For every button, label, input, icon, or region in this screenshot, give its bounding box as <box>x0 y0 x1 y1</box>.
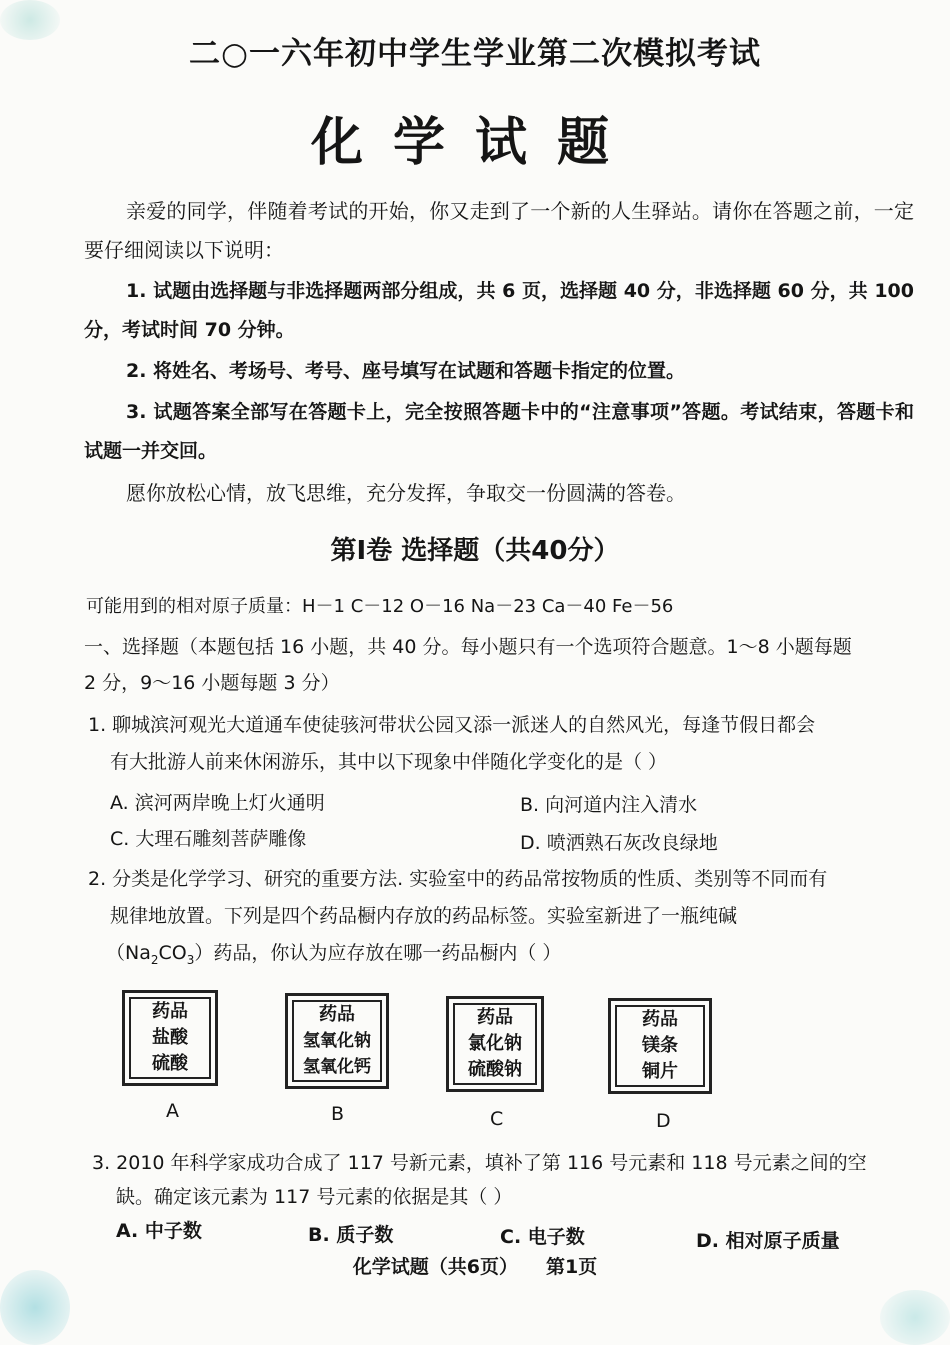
cabinet-b-line: 药品 <box>319 1004 355 1025</box>
footer-page-number: 第1页 <box>546 1256 598 1278</box>
cabinet-a-line: 药品 <box>152 1001 188 1022</box>
q3-option-b[interactable]: B. 质子数 <box>308 1224 394 1246</box>
q2-stem-line-2: 规律地放置。下列是四个药品橱内存放的药品标签。实验室新进了一瓶纯碱 <box>110 905 738 927</box>
q2-stem-line-3: $(Na_2CO_3)$药品，你认为应存放在哪一药品橱内（ ） <box>106 942 562 967</box>
page-footer <box>0 1252 950 1279</box>
part-instruction-line-2: 2 分，9～16 小题每题 3 分） <box>84 672 340 694</box>
footer-subject: 化学试题（共6页） <box>352 1256 518 1278</box>
cabinet-d-line: 药品 <box>642 1009 678 1030</box>
q3-stem-line-2: 缺。确定该元素为 117 号元素的依据是其（ ） <box>116 1186 513 1208</box>
q1-option-b[interactable]: B. 向河道内注入清水 <box>520 794 698 816</box>
q1-option-a[interactable]: A. 滨河两岸晚上灯火通明 <box>110 792 325 814</box>
cabinet-b-line: 氢氧化钠 <box>303 1031 371 1051</box>
atomic-mass-line: 可能用到的相对原子质量：H－1 C－12 O－16 Na－23 Ca－40 Fe－56 <box>86 596 674 617</box>
cabinet-a-line: 盐酸 <box>152 1027 188 1048</box>
cabinet-c-line: 氯化钠 <box>468 1033 522 1054</box>
q3-option-d[interactable]: D. 相对原子质量 <box>696 1230 840 1252</box>
q1-stem-line-2: 有大批游人前来休闲游乐，其中以下现象中伴随化学变化的是（ ） <box>110 751 668 773</box>
cabinet-a <box>122 990 218 1086</box>
cabinet-d-label[interactable]: D <box>656 1110 671 1132</box>
cabinet-b-label[interactable]: B <box>331 1103 345 1125</box>
scan-speckle <box>880 1290 950 1345</box>
cabinet-b-line: 氢氧化钙 <box>303 1057 371 1077</box>
cabinet-b <box>285 993 389 1089</box>
q1-option-d[interactable]: D. 喷洒熟石灰改良绿地 <box>520 832 718 854</box>
scan-speckle <box>0 0 60 40</box>
exam-title: 二○一六年初中学生学业第二次模拟考试 <box>188 36 762 72</box>
cabinet-d-line: 铜片 <box>642 1061 678 1082</box>
cabinet-c-line: 药品 <box>477 1007 513 1028</box>
cabinet-c <box>446 996 544 1092</box>
q3-stem-line-1: 3. 2010 年科学家成功合成了 117 号新元素，填补了第 116 号元素和 118 号元素之间的空 <box>92 1152 867 1174</box>
part-instruction-line-1: 一、选择题（本题包括 16 小题，共 40 分。每小题只有一个选项符合题意。1～8 小题每题 <box>84 636 852 658</box>
intro-closing: 愿你放松心情，放飞思维，充分发挥，争取交一份圆满的答卷。 <box>126 481 686 505</box>
q2-stem-line-1: 2. 分类是化学学习、研究的重要方法. 实验室中的药品常按物质的性质、类别等不同而有 <box>88 868 828 890</box>
q3-option-c[interactable]: C. 电子数 <box>500 1226 585 1248</box>
q1-option-c[interactable]: C. 大理石雕刻菩萨雕像 <box>110 828 307 850</box>
q3-option-a[interactable]: A. 中子数 <box>116 1220 202 1242</box>
instruction-rule-2: 2. 将姓名、考场号、考号、座号填写在试题和答题卡指定的位置。 <box>126 360 686 382</box>
intro-greeting: 亲爱的同学，伴随着考试的开始，你又走到了一个新的人生驿站。请你在答题之前，一定要仔细阅读以下说明： <box>84 199 914 262</box>
cabinet-c-line: 硫酸钠 <box>468 1059 522 1080</box>
cabinet-d-line: 镁条 <box>642 1035 678 1056</box>
instruction-rule-1: 1. 试题由选择题与非选择题两部分组成，共 6 页，选择题 40 分，非选择题 60 分，共 100 分，考试时间 70 分钟。 <box>84 280 914 341</box>
cabinet-c-label[interactable]: C <box>490 1108 504 1130</box>
subject-title: 化学试题 <box>310 112 639 173</box>
cabinet-d <box>608 998 712 1094</box>
cabinet-a-line: 硫酸 <box>152 1053 188 1074</box>
cabinet-a-label[interactable]: A <box>166 1100 179 1122</box>
q1-stem-line-1: 1. 聊城滨河观光大道通车使徒骇河带状公园又添一派迷人的自然风光，每逢节假日都会 <box>88 714 816 736</box>
scan-speckle <box>0 1270 70 1345</box>
section-title: 第Ⅰ卷 选择题（共40分） <box>330 536 620 566</box>
instruction-rule-3: 3. 试题答案全部写在答题卡上，完全按照答题卡中的“注意事项”答题。考试结束，答题卡和试题一并交回。 <box>84 401 914 462</box>
